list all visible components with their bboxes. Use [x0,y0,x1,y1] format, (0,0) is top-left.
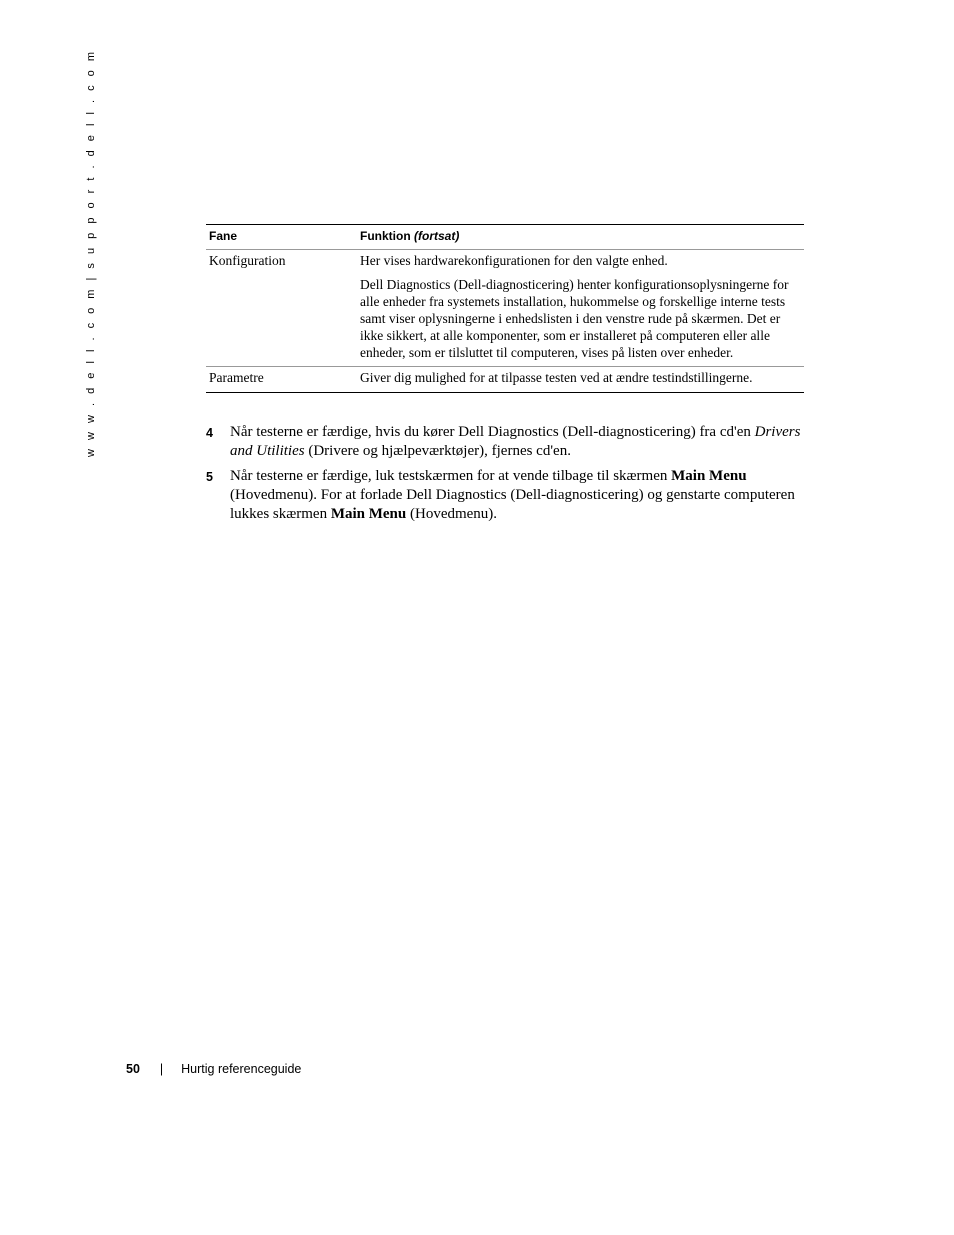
step-text-bold: Main Menu [330,506,407,522]
step-text-part: Når testerne er færdige, hvis du kører Dell Diagnostics (Dell-diagnosticering) fra cd'en [230,424,755,440]
step-text-italic: Drivers and Utilities [230,424,801,459]
footer-separator: | [159,1062,164,1076]
step-text-part: (Hovedmenu). [406,506,498,522]
header-fane: Fane [209,229,238,243]
step-text-part: Når testerne er færdige, luk testskærmen for at vende tilbage til skærmen [230,468,672,484]
row-description [357,369,804,386]
step-item [206,423,816,461]
page-footer [126,1062,301,1076]
page-number: 50 [126,1062,140,1076]
step-text-bold: Main Menu [671,468,747,484]
footer-title: Hurtig referenceguide [181,1062,302,1076]
side-url: w w w . d e l l . c o m | s u p p o r t . d e l l . c o m [85,49,97,457]
step-list [206,423,816,530]
step-number: 4 [206,426,213,440]
header-funktion [357,229,804,243]
step-text [230,423,816,461]
table-row [206,366,804,392]
header-funktion-label: Funktion [360,229,411,243]
step-text-part: (Hovedmenu). For at forlade Dell Diagnostics (Dell-diagnosticering) og genstarte computeren lukkes skærmen [230,487,795,522]
row-tab-name: Konfiguration [209,253,286,268]
row-description-para: Her vises hardwarekonfigurationen for den valgte enhed. [360,253,668,268]
row-tab-name: Parametre [209,370,264,385]
function-table [206,224,804,393]
step-text [230,467,816,524]
row-description-para: Dell Diagnostics (Dell-diagnosticering) henter konfigurationsoplysningerne for alle enheder fra systemets installation, hukommelse og forskellige interne tests samt viser oplysningerne i enhedslisten i den venstre rude på skærmen. Det er ikke sikkert, at alle komponenter, som er installeret på computeren eller alle enheder, som er tilsluttet til computeren, vises på listen over enheder. [360,277,789,360]
step-text-part: (Drivere og hjælpeværktøjer), fjernes cd'en. [304,443,571,459]
table-header [206,225,804,250]
row-description [357,252,804,361]
step-item [206,467,816,524]
step-number: 5 [206,470,213,484]
row-description-para: Giver dig mulighed for at tilpasse testen ved at ændre testindstillingerne. [360,370,753,385]
header-funktion-suffix: (fortsat) [414,229,460,243]
table-row [206,250,804,366]
